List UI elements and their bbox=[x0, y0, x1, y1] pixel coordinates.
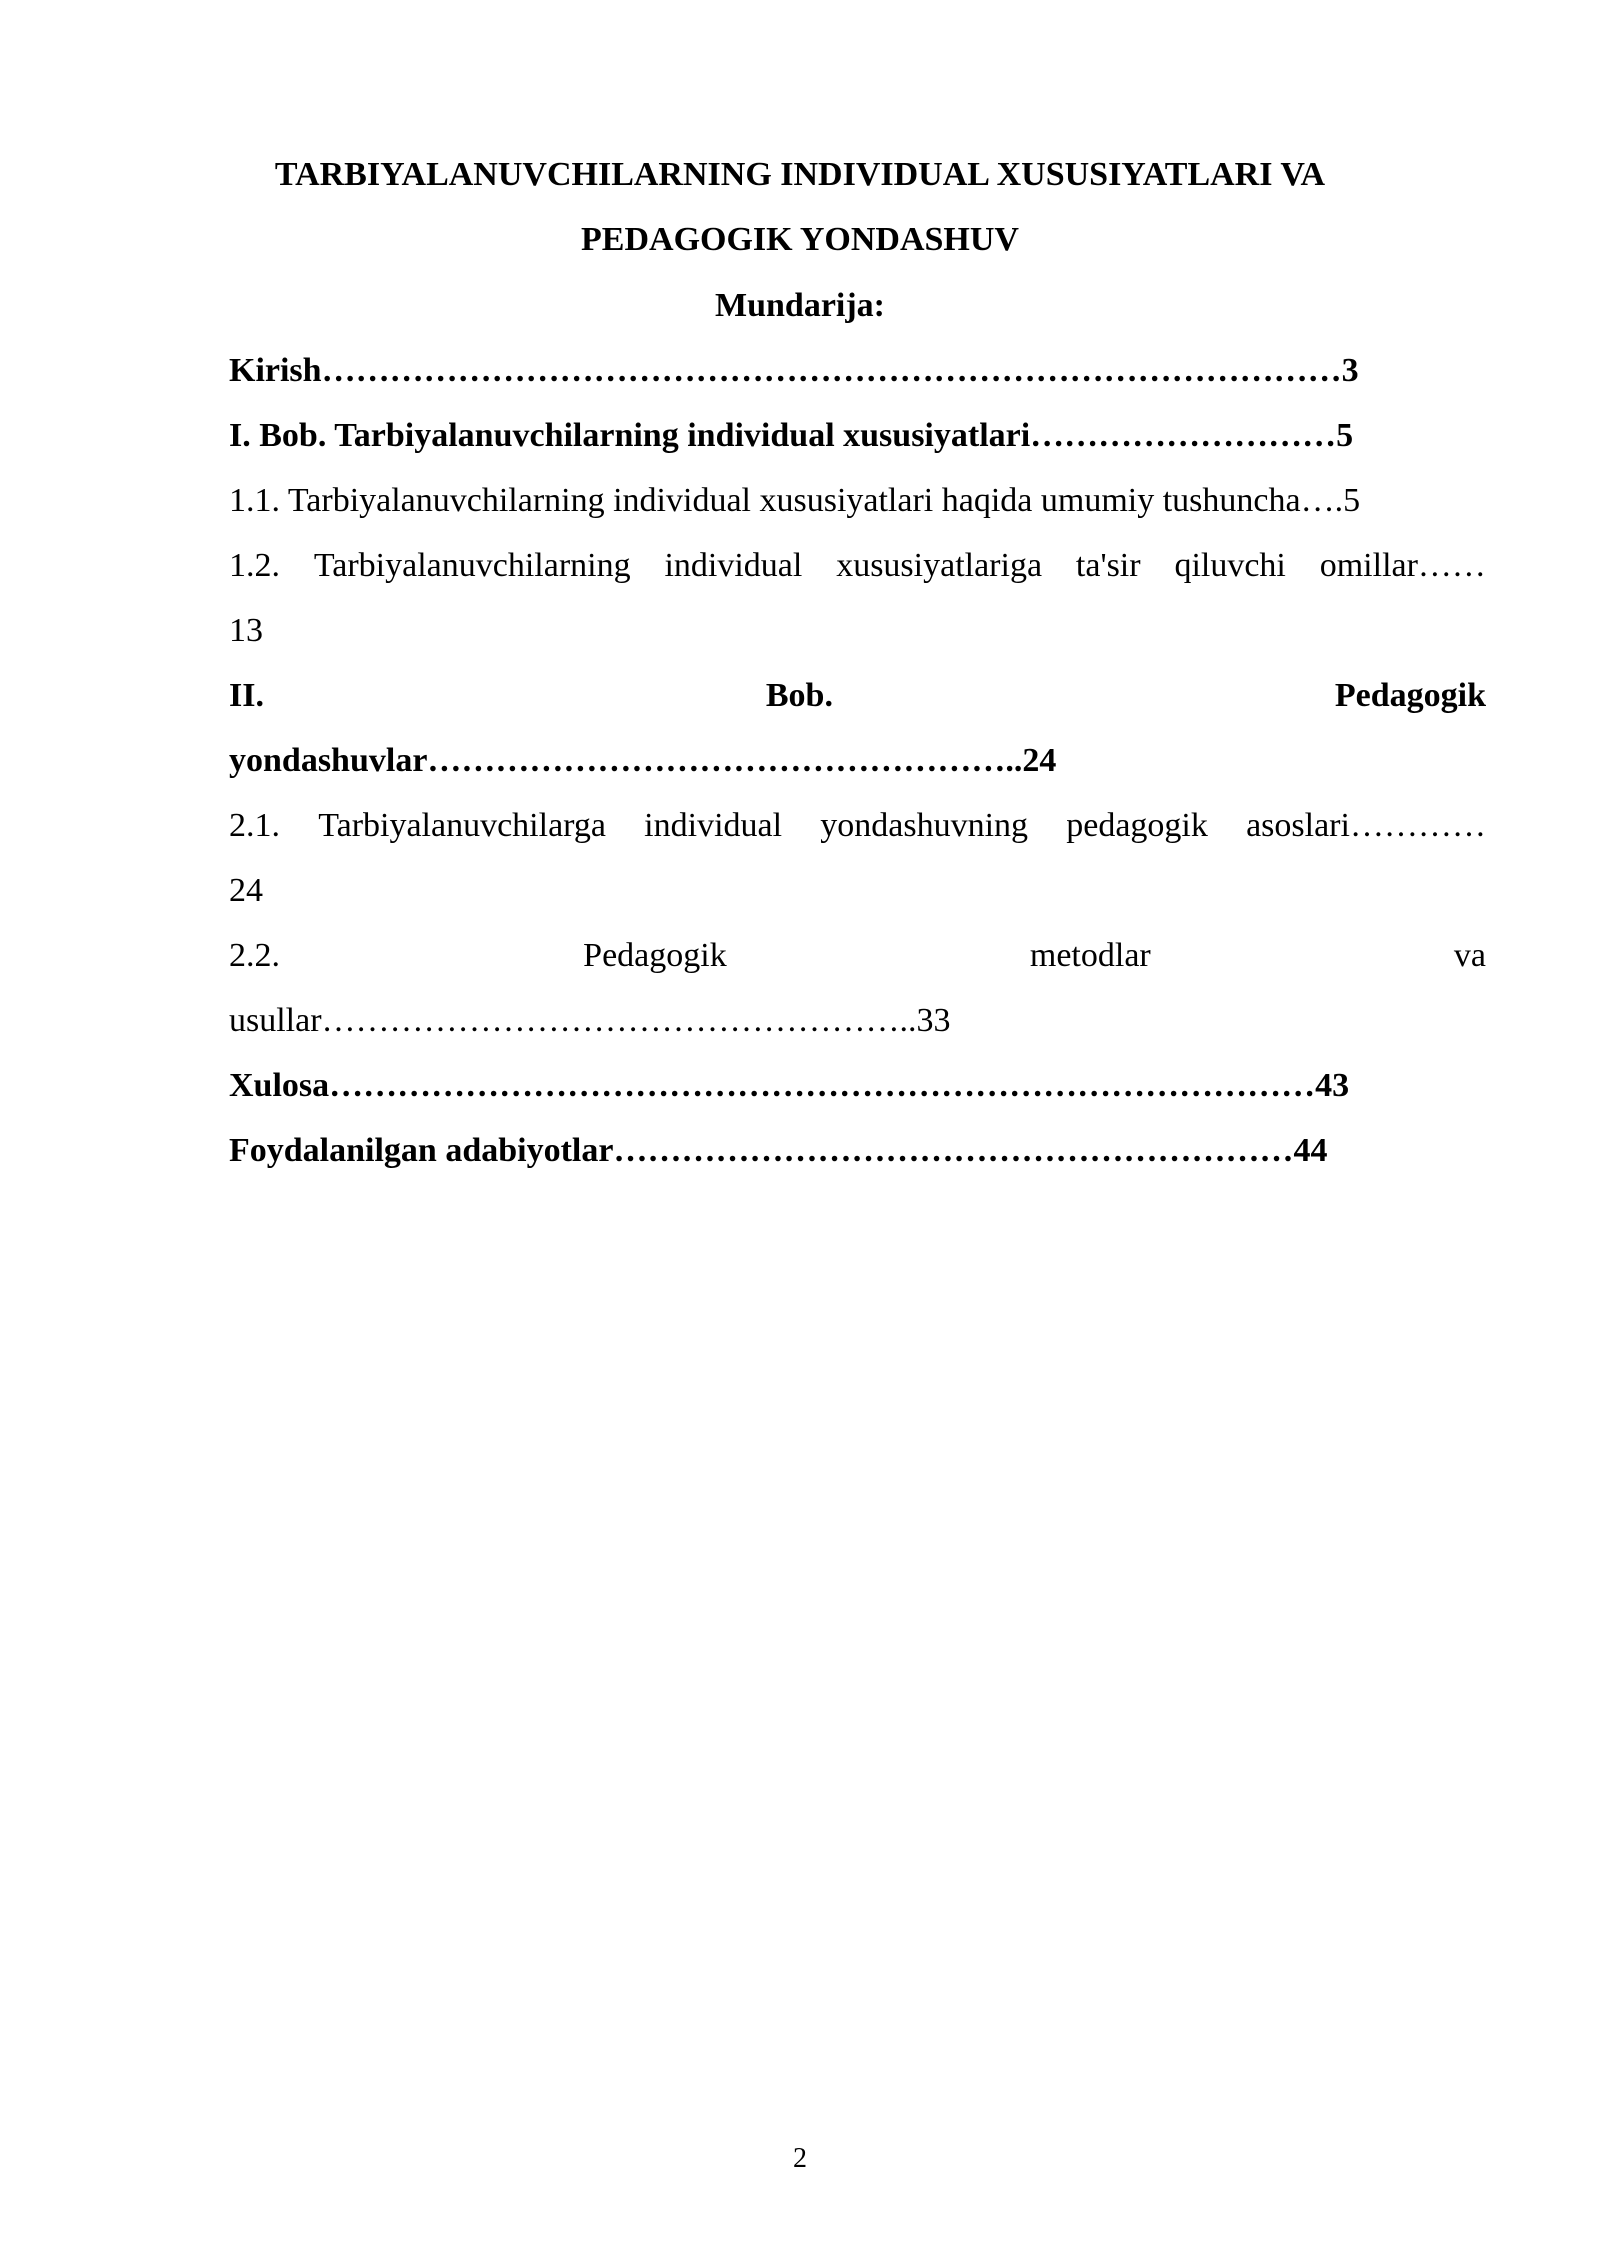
toc-entry-section-1-2 bbox=[229, 546, 1486, 586]
toc-entry-section-2-1 bbox=[229, 806, 1486, 846]
toc-entry-section-2-1-page: 24 bbox=[229, 872, 263, 909]
toc-word: omillar…… bbox=[1319, 547, 1486, 584]
toc-entry-chapter-2-continuation: yondashuvlar……………………………………………..24 bbox=[229, 742, 1057, 779]
toc-word: II. bbox=[229, 677, 264, 714]
toc-word: Tarbiyalanuvchilarga bbox=[318, 807, 606, 844]
toc-word: Pedagogik bbox=[583, 937, 727, 974]
toc-word: 1.2. bbox=[229, 547, 280, 584]
toc-word: qiluvchi bbox=[1174, 547, 1286, 584]
contents-heading: Mundarija: bbox=[715, 287, 885, 324]
toc-word: xususiyatlariga bbox=[836, 547, 1043, 584]
toc-word: 2.2. bbox=[229, 937, 280, 974]
toc-entry-section-1-1: 1.1. Tarbiyalanuvchilarning individual xususiyatlari haqida umumiy tushuncha….5 bbox=[229, 482, 1361, 519]
toc-entry-references: Foydalanilgan adabiyotlar……………………………………………………44 bbox=[229, 1132, 1328, 1169]
toc-word: ta'sir bbox=[1075, 547, 1141, 584]
document-title-line-1: TARBIYALANUVCHILARNING INDIVIDUAL XUSUSIYATLARI VA bbox=[274, 156, 1326, 193]
toc-entry-section-1-2-page: 13 bbox=[229, 612, 263, 649]
toc-entry-section-2-2-continuation: usullar……………………………………………..33 bbox=[229, 1002, 951, 1039]
toc-word: Bob. bbox=[765, 677, 833, 714]
document-title-line-2: PEDAGOGIK YONDASHUV bbox=[581, 221, 1019, 258]
toc-entry-chapter-1: I. Bob. Tarbiyalanuvchilarning individual xususiyatlari………………………5 bbox=[229, 417, 1354, 454]
toc-word: individual bbox=[664, 547, 803, 584]
toc-word: pedagogik bbox=[1066, 807, 1208, 844]
toc-entry-kirish: Kirish………………………………………………………………………………3 bbox=[229, 352, 1359, 389]
toc-word: Pedagogik bbox=[1334, 677, 1486, 714]
toc-word: va bbox=[1453, 937, 1486, 974]
toc-entry-conclusion: Xulosa……………………………………………………………………………43 bbox=[229, 1067, 1350, 1104]
toc-entry-chapter-2 bbox=[229, 676, 1486, 716]
toc-word: Tarbiyalanuvchilarning bbox=[313, 547, 631, 584]
toc-word: metodlar bbox=[1029, 937, 1151, 974]
toc-word: yondashuvning bbox=[820, 807, 1029, 844]
toc-word: 2.1. bbox=[229, 807, 280, 844]
toc-entry-section-2-2 bbox=[229, 936, 1486, 976]
toc-word: asoslari………… bbox=[1246, 807, 1486, 844]
page-number: 2 bbox=[793, 2143, 807, 2174]
toc-word: individual bbox=[644, 807, 783, 844]
